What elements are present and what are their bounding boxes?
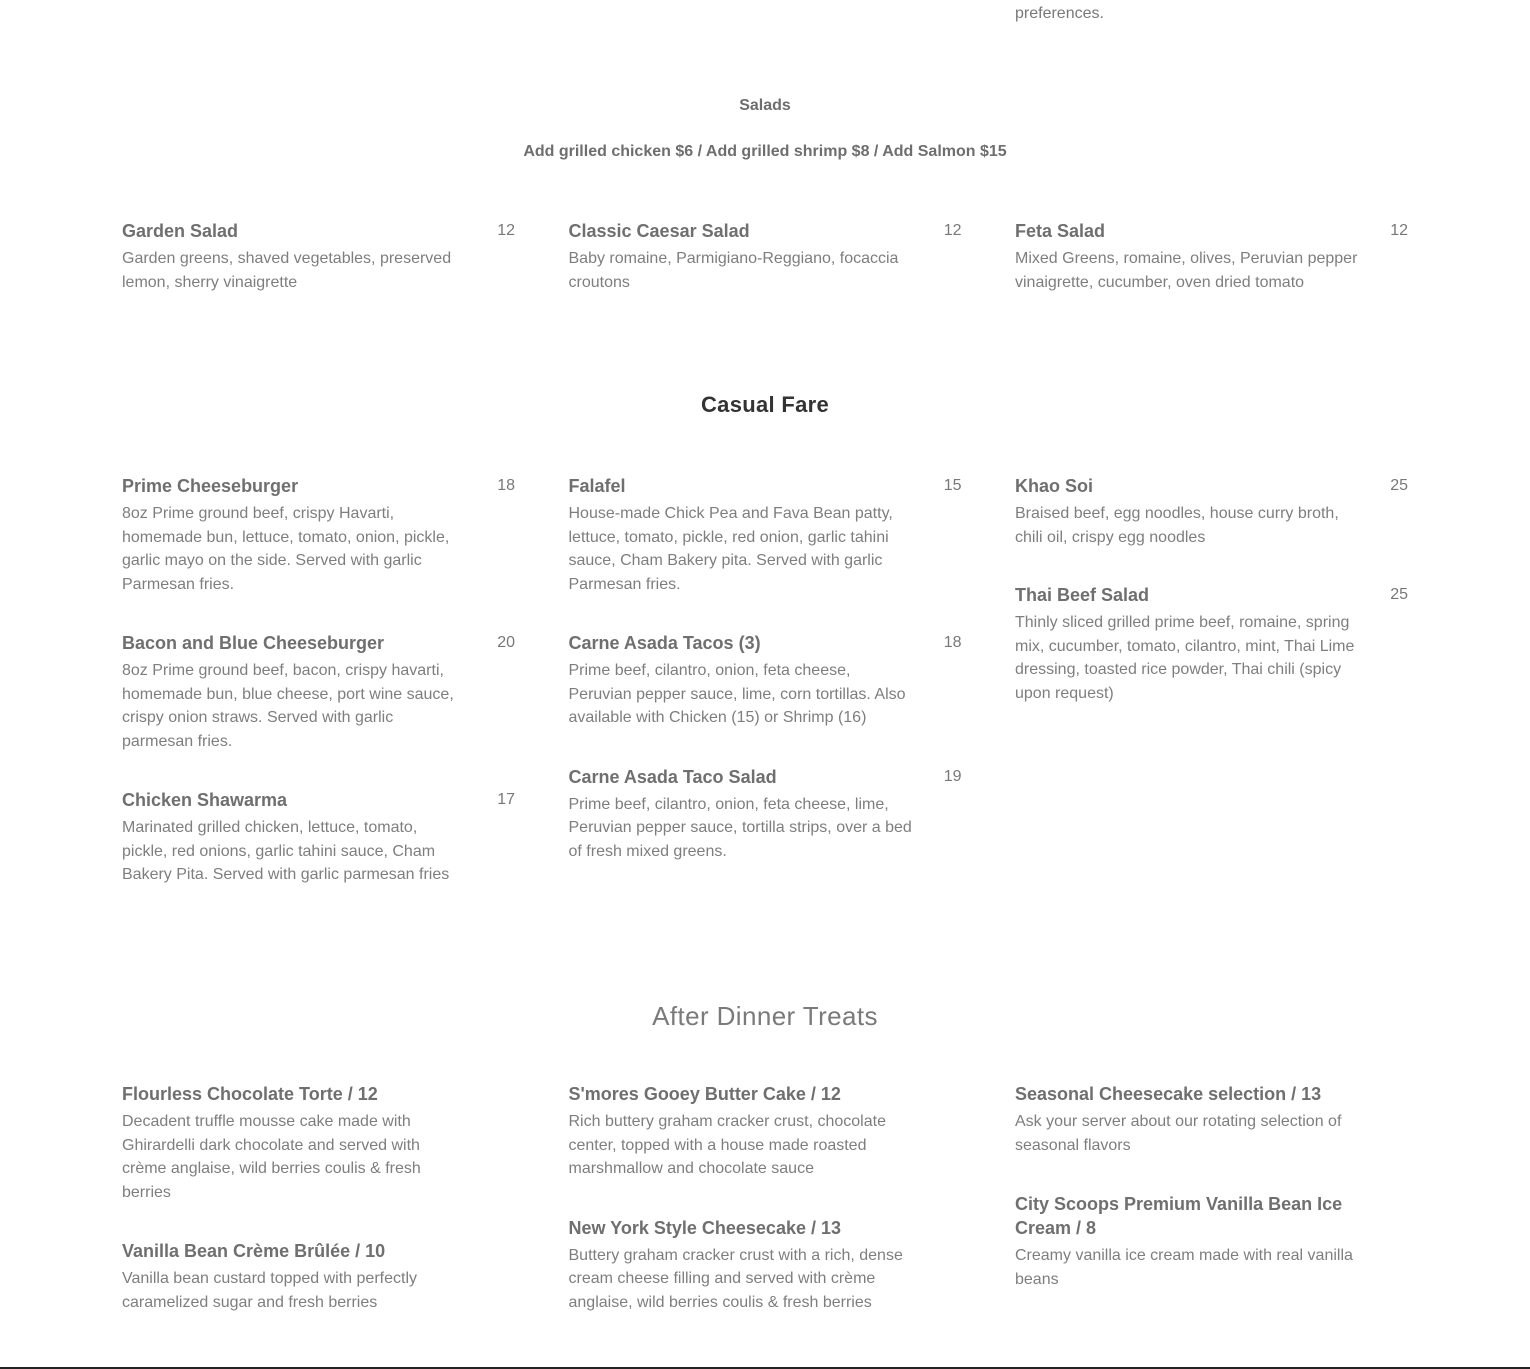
menu-item-name: New York Style Cheesecake / 13 [568, 1217, 841, 1238]
menu-item [569, 1082, 962, 1181]
menu-item-name: Classic Caesar Salad [568, 221, 750, 241]
menu-item-header [569, 1216, 962, 1240]
casual-column-3 [1015, 474, 1408, 922]
menu-item-header [122, 219, 515, 243]
menu-item-price: 20 [497, 634, 515, 651]
menu-item-description: Creamy vanilla ice cream made with real vanilla beans [1015, 1247, 1353, 1288]
menu-item-name: Flourless Chocolate Torte / 12 [122, 1084, 378, 1104]
menu-item-description: Marinated grilled chicken, lettuce, tomato, pickle, red onions, garlic tahini sauce, Cham Bakery Pita. Served with garlic parmesan fries [122, 819, 450, 883]
menu-item-price: 19 [943, 767, 962, 785]
menu-item-description: Vanilla bean custard topped with perfectly caramelized sugar and fresh berries [122, 1270, 417, 1311]
after-dinner-treats-grid [122, 1082, 1408, 1349]
menu-item-description: Braised beef, egg noodles, house curry broth, chili oil, crispy egg noodles [1015, 505, 1339, 546]
menu-item-price: 25 [1390, 586, 1408, 603]
dessert-column-2 [569, 1082, 962, 1349]
salads-column-2 [569, 219, 962, 328]
salads-column-3 [1015, 219, 1408, 328]
menu-item-header [122, 474, 515, 498]
menu-item [569, 474, 962, 596]
menu-item-header [1015, 1192, 1408, 1240]
menu-item-price: 12 [497, 222, 515, 239]
menu-item-header [569, 474, 962, 498]
menu-item-description: Prime beef, cilantro, onion, feta cheese, lime, Peruvian pepper sauce, tortilla strips, over a bed of fresh mixed greens. [568, 795, 912, 860]
previous-section-text-fragment: preferences. [1015, 5, 1104, 22]
menu-item [122, 631, 515, 753]
menu-item [569, 631, 962, 730]
menu-item [1015, 1082, 1408, 1157]
menu-item-header [122, 1082, 515, 1106]
menu-item-name: Khao Soi [1015, 476, 1094, 496]
after-dinner-treats-heading: After Dinner Treats [652, 1001, 878, 1031]
salads-grid [122, 219, 1408, 328]
menu-item [1015, 474, 1408, 549]
menu-item-header [122, 631, 515, 655]
menu-item-name: Vanilla Bean Crème Brûlée / 10 [122, 1241, 386, 1261]
menu-item-name: Falafel [568, 476, 626, 496]
menu-item [1015, 1192, 1408, 1291]
menu-item-name: Carne Asada Tacos (3) [568, 633, 761, 653]
menu-item-price: 15 [943, 477, 962, 494]
dessert-column-3 [1015, 1082, 1408, 1349]
menu-item-description: Buttery graham cracker crust with a rich, dense cream cheese filling and served with crème anglaise, wild berries coulis & fresh berries [568, 1246, 903, 1311]
menu-item-header [569, 219, 962, 243]
menu-item-price: 18 [943, 634, 962, 651]
menu-item-name: S'mores Gooey Butter Cake / 12 [568, 1084, 841, 1104]
menu-item-header [569, 631, 962, 655]
salads-column-1 [122, 219, 515, 328]
dessert-column-1 [122, 1082, 515, 1349]
menu-item-header [569, 1082, 962, 1106]
menu-item-price: 25 [1390, 477, 1408, 494]
menu-item [569, 1216, 962, 1315]
menu-item-name: Prime Cheeseburger [122, 476, 299, 496]
menu-item-description: Prime beef, cilantro, onion, feta cheese, Peruvian pepper sauce, lime, corn tortillas. Also available with Chicken (15) or Shrimp (16) [568, 662, 906, 726]
menu-item-price: 12 [943, 222, 962, 239]
menu-item-header [122, 788, 515, 812]
menu-item-description: Decadent truffle mousse cake made with Ghirardelli dark chocolate and served with crème anglaise, wild berries coulis & fresh berries [122, 1113, 421, 1201]
menu-item-name: Feta Salad [1015, 221, 1106, 241]
menu-item [569, 219, 962, 294]
salads-heading: Salads [739, 97, 791, 114]
menu-item-description: Garden greens, shaved vegetables, preserved lemon, sherry vinaigrette [122, 250, 452, 291]
menu-item-header [1015, 583, 1408, 607]
casual-column-2 [569, 474, 962, 922]
menu-item-description: Thinly sliced grilled prime beef, romaine, spring mix, cucumber, tomato, cilantro, mint, Thai Lime dressing, toasted rice powder, Thai chili (spicy upon request) [1015, 614, 1355, 702]
menu-item-description: House-made Chick Pea and Fava Bean patty, lettuce, tomato, pickle, red onion, garlic tahini sauce, Cham Bakery pita. Served with garlic Parmesan fries. [568, 505, 893, 593]
menu-item-price: 12 [1390, 222, 1408, 239]
menu-item [122, 219, 515, 294]
menu-item-description: Mixed Greens, romaine, olives, Peruvian pepper vinaigrette, cucumber, oven dried tomato [1015, 250, 1358, 291]
menu-item [122, 788, 515, 887]
menu-item [569, 765, 962, 864]
menu-item-description: 8oz Prime ground beef, bacon, crispy havarti, homemade bun, blue cheese, port wine sauce, crispy onion straws. Served with garlic parmesan fries. [122, 662, 454, 750]
menu-item-name: Bacon and Blue Cheeseburger [122, 633, 385, 653]
casual-fare-grid [122, 474, 1408, 922]
menu-item-price: 17 [497, 791, 515, 808]
menu-item-header [569, 765, 962, 789]
menu-item-name: Carne Asada Taco Salad [568, 766, 777, 787]
menu-item [122, 1239, 515, 1314]
menu-item [1015, 219, 1408, 294]
menu-item-name: City Scoops Premium Vanilla Bean Ice Cream / 8 [1015, 1194, 1343, 1238]
menu-item-name: Seasonal Cheesecake selection / 13 [1015, 1084, 1322, 1104]
menu-item-header [122, 1239, 515, 1263]
menu-item [122, 1082, 515, 1204]
menu-item-description: Rich buttery graham cracker crust, chocolate center, topped with a house made roasted marshmallow and chocolate sauce [568, 1113, 886, 1177]
menu-item-description: Ask your server about our rotating selection of seasonal flavors [1015, 1113, 1342, 1154]
menu-item-name: Thai Beef Salad [1015, 585, 1150, 605]
menu-item-name: Garden Salad [122, 221, 239, 241]
menu-item-header [1015, 1082, 1408, 1106]
menu-item [122, 474, 515, 596]
casual-fare-heading: Casual Fare [700, 392, 830, 417]
menu-item-description: 8oz Prime ground beef, crispy Havarti, homemade bun, lettuce, tomato, onion, pickle, garlic mayo on the side. Served with garlic Parmesan fries. [122, 505, 450, 593]
menu-item [1015, 583, 1408, 705]
salads-addons-note: Add grilled chicken $6 / Add grilled shrimp $8 / Add Salmon $15 [523, 143, 1007, 160]
menu-item-header [1015, 474, 1408, 498]
menu-item-description: Baby romaine, Parmigiano-Reggiano, focaccia croutons [568, 250, 899, 291]
menu-item-price: 18 [497, 477, 515, 494]
menu-item-name: Chicken Shawarma [122, 790, 288, 810]
casual-column-1 [122, 474, 515, 922]
menu-item-header [1015, 219, 1408, 243]
